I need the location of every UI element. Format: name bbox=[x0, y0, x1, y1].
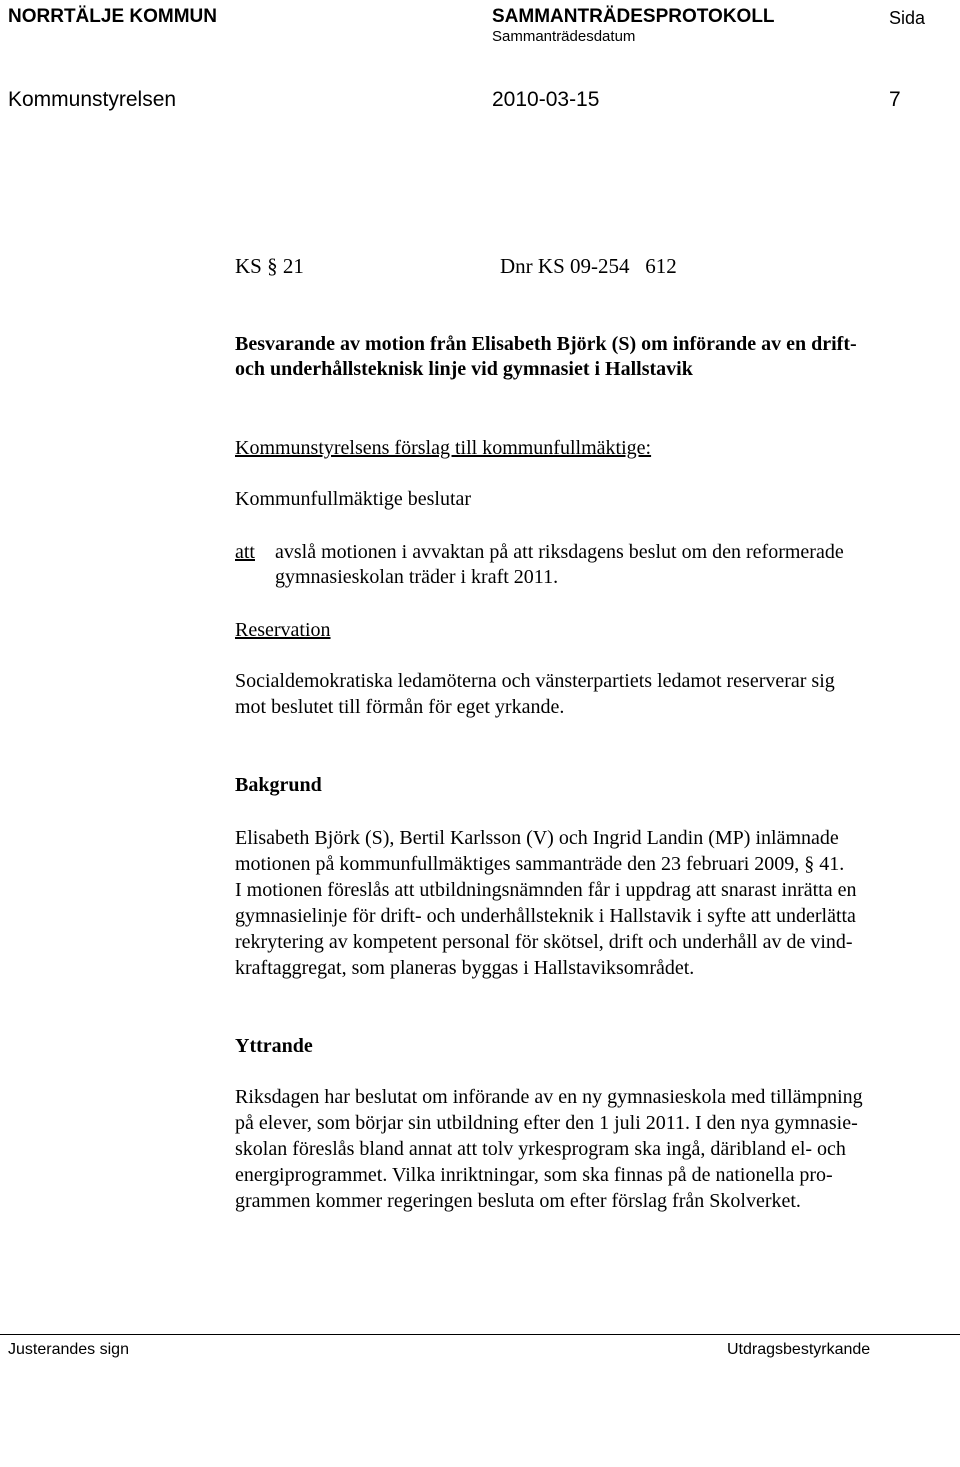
reservation-line: mot beslutet till förmån för eget yrkande. bbox=[235, 696, 565, 718]
bakgrund-line: motionen på kommunfullmäktiges sammanträde den 23 februari 2009, § 41. bbox=[235, 853, 845, 875]
yttrande-line: Riksdagen har beslutat om införande av en ny gymnasieskola med tillämpning bbox=[235, 1086, 863, 1108]
reservation-line: Socialdemokratiska ledamöterna och vänsterpartiets ledamot reserverar sig bbox=[235, 670, 835, 692]
proposal-heading: Kommunstyrelsens förslag till kommunfullmäktige: bbox=[235, 437, 652, 459]
document-type: SAMMANTRÄDESPROTOKOLL bbox=[492, 6, 775, 27]
page-label: Sida bbox=[889, 8, 926, 28]
bakgrund-line: Elisabeth Björk (S), Bertil Karlsson (V) och Ingrid Landin (MP) inlämnade bbox=[235, 827, 839, 849]
page-number: 7 bbox=[889, 88, 901, 111]
proposal-intro: Kommunfullmäktige beslutar bbox=[235, 488, 472, 510]
justerandes-sign-label: Justerandes sign bbox=[8, 1341, 129, 1358]
governing-body: Kommunstyrelsen bbox=[8, 88, 177, 111]
reservation-heading: Reservation bbox=[235, 619, 331, 641]
bakgrund-line: kraftaggregat, som planeras byggas i Hallstaviksområdet. bbox=[235, 957, 695, 979]
diary-number: Dnr KS 09-254 612 bbox=[500, 254, 677, 278]
org-name: NORRTÄLJE KOMMUN bbox=[8, 6, 217, 27]
yttrande-line: skolan föreslås bland annat att tolv yrkesprogram ska ingå, däribland el- och bbox=[235, 1138, 846, 1160]
bakgrund-line: rekrytering av kompetent personal för skötsel, drift och underhåll av de vind- bbox=[235, 931, 853, 953]
att-clause-line-1: avslå motionen i avvaktan på att riksdagens beslut om den reformerade bbox=[275, 541, 844, 563]
date-label: Sammanträdesdatum bbox=[492, 28, 636, 45]
att-clause-line-2: gymnasieskolan träder i kraft 2011. bbox=[275, 566, 559, 588]
title-line-1: Besvarande av motion från Elisabeth Björk (S) om införande av en drift- bbox=[235, 333, 857, 355]
utdragsbestyrkande-label: Utdragsbestyrkande bbox=[727, 1341, 871, 1358]
meeting-date: 2010-03-15 bbox=[492, 88, 600, 111]
case-number: KS § 21 bbox=[235, 254, 304, 278]
title-line-2: och underhållsteknisk linje vid gymnasiet i Hallstavik bbox=[235, 358, 693, 380]
yttrande-heading: Yttrande bbox=[235, 1035, 313, 1057]
footer-divider bbox=[0, 1334, 960, 1335]
yttrande-line: grammen kommer regeringen besluta om efter förslag från Skolverket. bbox=[235, 1190, 801, 1212]
bakgrund-line: I motionen föreslås att utbildningsnämnden får i uppdrag att snarast inrätta en bbox=[235, 879, 857, 901]
bakgrund-heading: Bakgrund bbox=[235, 774, 322, 796]
att-label: att bbox=[235, 541, 255, 563]
yttrande-line: energiprogrammet. Vilka inriktningar, som ska finnas på de nationella pro- bbox=[235, 1164, 833, 1186]
bakgrund-line: gymnasielinje för drift- och underhållsteknik i Hallstavik i syfte att underlätta bbox=[235, 905, 856, 927]
yttrande-line: på elever, som börjar sin utbildning efter den 1 juli 2011. I den nya gymnasie- bbox=[235, 1112, 858, 1134]
